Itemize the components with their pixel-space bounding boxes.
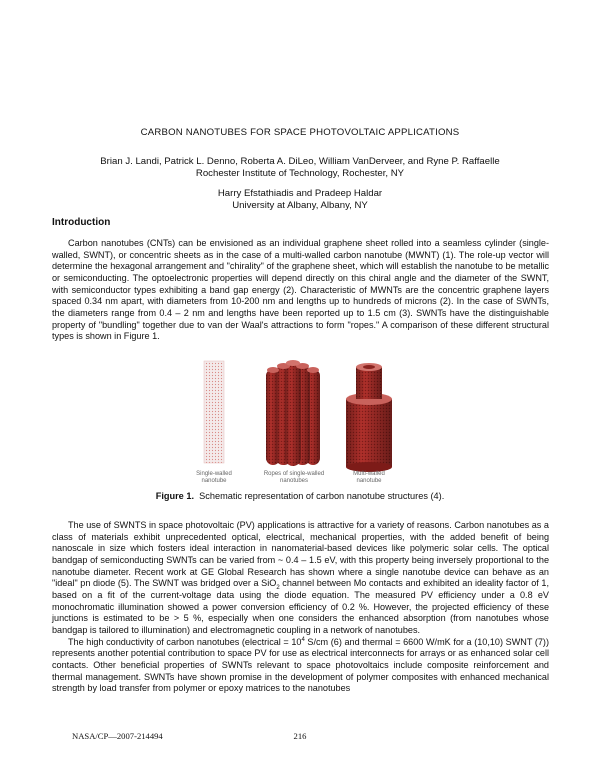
p2-text-a: The use of SWNTS in space photovoltaic (PV) applications is attractive for a variety of reasons. Carbon nanotubes as a class of materials exhibit unprecedented optical, electrical, mechanical properties, with the added benefit of being nanoscale in size which fosters ideal interaction in nanomaterial-based devices like polymeric solar cells. The optical bandgap of semiconducting SWNTs can be varied from ~ 0.4 – 1.5 eV, with this property being inversely proportional to the nanotube diameter. Recent work at GE Global Research has shown where a single nanotube device can behave as an "ideal" pn diode (5). The SWNT was bridged over a SiO <box>52 520 549 589</box>
p2-subscript: 2 <box>276 585 280 592</box>
label-multi-walled <box>344 471 394 485</box>
intro-paragraph <box>52 238 549 343</box>
paragraph-2 <box>52 520 549 637</box>
label-single-line2: nanotube <box>201 478 227 484</box>
label-single-line1: Single-walled <box>196 471 232 477</box>
caption-label: Figure 1. <box>155 491 195 501</box>
figure-caption <box>0 491 600 501</box>
label-multi-line2: nanotube <box>356 478 382 484</box>
nanotube-rope-bundle <box>266 360 320 466</box>
author-list-1: Brian J. Landi, Patrick L. Denno, Roberta A. DiLeo, William VanDerveer, and Ryne P. Raffaelle <box>100 156 500 167</box>
p3-text-b: S/cm (6) and thermal = 6600 W/mK for a (10,10) SWNT (7)) represents another potential contribution to space PV for use as electrical interconnects for arrays or as enhanced solar cell contacts. Other beneficial properties of SWNTs relevant to space photovoltaics include composite reinforcement and thermal management. SWNTs have shown promise in the development of polymer composites with enhanced mechanical strength by load transfer from polymer or epoxy matrices to the nanotubes <box>52 636 549 694</box>
single-walled-nanotube <box>204 361 224 463</box>
section-heading: Introduction <box>52 217 111 228</box>
p2-text-b: channel between Mo contacts and exhibited an ideality factor of 1, based on a fit of the current-voltage data using the diode equation. The measured PV efficiency under a 0.8 eV monochromatic illumination showed a power conversion efficiency of 0.2 %. However, the projected efficiency of these junctions is estimated to be > 5 %, especially when one considers the enhanced absorption (from nanotubes whose bandgap is tailored to illumination) and electromagnetic coupling in a network of nanotubes. <box>52 578 550 635</box>
nanotube-illustration <box>196 359 406 489</box>
p3-superscript: 4 <box>301 636 305 643</box>
multi-walled-nanotube <box>346 363 392 472</box>
intro-text: Carbon nanotubes (CNTs) can be envisioned as an individual graphene sheet rolled into a seamless cylinder (single-walled, SWNT), or concentric sheets as in the case of a multi-walled carbon nanotube (MWNT) (1). The role-up vector will determine the hexagonal arrangement and "chirality" of the graphene sheet, which will establish the nanotube to be metallic or semiconducting. The optoelectronic properties will depend directly on this chiral angle and the diameter of the SWNT, with semiconductor types exhibiting a band gap energy (2). Characteristic of MWNTs are the concentric graphene layers spaced 0.34 nm apart, with diameters from 10-200 nm and lengths up to hundreds of microns (2). In the case of SWNTs, the diameters range from 0.4 – 2 nm and lengths have been reported up to 1.5 cm (3). SWNTs have the distinguishable property of "bundling" together due to van der Waal's attractions to form "ropes." A comparison of these different structural types is shown in Figure 1. <box>52 238 549 342</box>
affiliation-1: Rochester Institute of Technology, Rochester, NY <box>195 168 405 179</box>
author-list-2: Harry Efstathiadis and Pradeep Haldar <box>217 188 383 199</box>
label-ropes-line2: nanotubes <box>279 478 309 484</box>
paper-title: CARBON NANOTUBES FOR SPACE PHOTOVOLTAIC APPLICATIONS <box>140 127 460 138</box>
p3-text-a: The high conductivity of carbon nanotubes (electrical = 10 <box>68 636 302 647</box>
figure-1 <box>196 359 406 489</box>
footer-page-number: 216 <box>293 731 307 741</box>
label-ropes-line1: Ropes of single-walled <box>263 471 325 477</box>
label-ropes <box>258 471 330 485</box>
caption-text: Schematic representation of carbon nanotube structures (4). <box>199 491 445 501</box>
label-multi-line1: Multi-walled <box>353 471 385 477</box>
body-paragraph-2 <box>52 520 549 695</box>
affiliation-2: University at Albany, Albany, NY <box>232 200 368 211</box>
paragraph-3 <box>52 637 549 695</box>
footer-report-number: NASA/CP—2007-214494 <box>72 731 163 741</box>
label-single-walled <box>196 471 232 485</box>
